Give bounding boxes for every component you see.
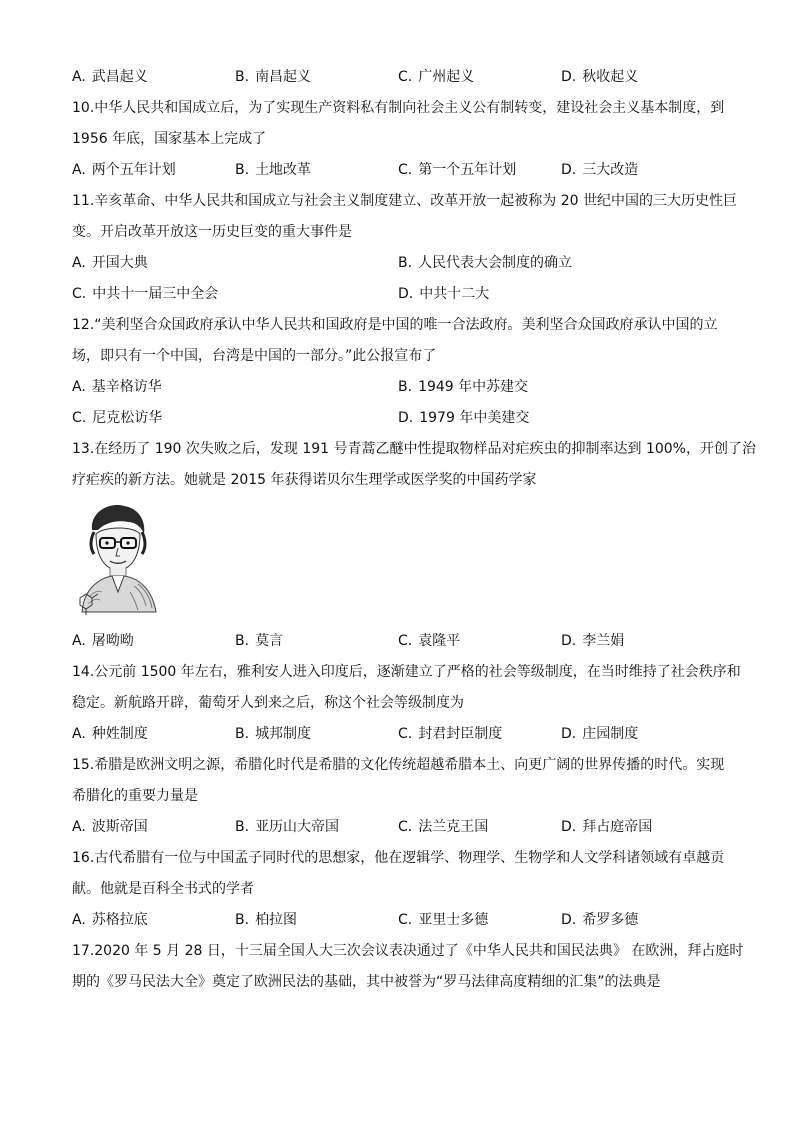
q10-options: [72, 155, 724, 186]
q13-stem-line-2: 疗疟疾的新方法。她就是 2015 年获得诺贝尔生理学或医学奖的中国药学家: [72, 472, 537, 488]
q15-options: [72, 812, 724, 843]
q12-option-d[interactable]: D. 1979 年中美建交: [398, 410, 530, 426]
q10-stem-line-2: 1956 年底，国家基本上完成了: [72, 131, 267, 147]
q9-options: [72, 62, 724, 93]
q17-stem-line-1: 17.2020 年 5 月 28 日，十三届全国人大三次会议表决通过了《中华人民共和国民法典》 在欧洲，拜占庭时: [72, 943, 744, 959]
q14-option-c[interactable]: C. 封君封臣制度: [398, 726, 503, 742]
q10-option-c[interactable]: C. 第一个五年计划: [398, 162, 517, 178]
q12-stem-line-1: 12.“美利坚合众国政府承认中华人民共和国政府是中国的唯一合法政府。美利坚合众国政府承认中国的立: [72, 317, 718, 333]
q13-option-d[interactable]: D. 李兰娟: [561, 633, 625, 649]
q14-stem-line-2: 稳定。新航路开辟，葡萄牙人到来之后，称这个社会等级制度为: [72, 695, 464, 711]
q15-option-b[interactable]: B. 亚历山大帝国: [235, 819, 340, 835]
q12-option-b[interactable]: B. 1949 年中苏建交: [398, 379, 529, 395]
q9-option-d[interactable]: D. 秋收起义: [561, 69, 639, 85]
q13-option-c[interactable]: C. 袁隆平: [398, 633, 461, 649]
q14-option-d[interactable]: D. 庄园制度: [561, 726, 639, 742]
q12-stem-line-2: 场，即只有一个中国，台湾是中国的一部分。”此公报宣布了: [72, 348, 437, 364]
q14-option-b[interactable]: B. 城邦制度: [235, 726, 312, 742]
q14-option-a[interactable]: A. 种姓制度: [72, 726, 148, 742]
q10-option-b[interactable]: B. 土地改革: [235, 162, 312, 178]
q10-option-a[interactable]: A. 两个五年计划: [72, 162, 176, 178]
q9-option-c[interactable]: C. 广州起义: [398, 69, 475, 85]
q12-options-row-2: [72, 403, 724, 434]
q9-option-b[interactable]: B. 南昌起义: [235, 69, 312, 85]
portrait-sketch-image: [72, 500, 164, 616]
exam-page: [72, 62, 756, 998]
q13-option-b[interactable]: B. 莫言: [235, 633, 284, 649]
q15-stem-line-1: 15.希腊是欧洲文明之源，希腊化时代是希腊的文化传统超越希腊本土、向更广阔的世界传播的时代。实现: [72, 757, 725, 773]
q12-option-c[interactable]: C. 尼克松访华: [72, 410, 163, 426]
q14-stem-line-1: 14.公元前 1500 年左右，雅利安人进入印度后，逐渐建立了严格的社会等级制度，在当时维持了社会秩序和: [72, 664, 741, 680]
q11-option-c[interactable]: C. 中共十一届三中全会: [72, 286, 219, 302]
portrait-figure: [72, 496, 724, 626]
q16-options: [72, 905, 724, 936]
q11-option-a[interactable]: A. 开国大典: [72, 255, 148, 271]
q13-stem-line-1: 13.在经历了 190 次失败之后，发现 191 号青蒿乙醚中性提取物样品对疟疾虫的抑制率达到 100%，开创了治: [72, 441, 756, 457]
q16-option-c[interactable]: C. 亚里士多德: [398, 912, 489, 928]
q10-stem-line-1: 10.中华人民共和国成立后，为了实现生产资料私有制向社会主义公有制转变，建设社会主义基本制度，到: [72, 100, 725, 116]
q16-option-a[interactable]: A. 苏格拉底: [72, 912, 148, 928]
q11-stem-line-2: 变。开启改革开放这一历史巨变的重大事件是: [72, 224, 352, 240]
q11-options-row-2: [72, 279, 724, 310]
q16-stem-line-1: 16.古代希腊有一位与中国孟子同时代的思想家，他在逻辑学、物理学、生物学和人文学科诸领域有卓越贡: [72, 850, 725, 866]
q14-options: [72, 719, 724, 750]
q15-option-c[interactable]: C. 法兰克王国: [398, 819, 489, 835]
q13-option-a[interactable]: A. 屠呦呦: [72, 633, 134, 649]
q13-options: [72, 626, 724, 657]
q9-option-a[interactable]: A. 武昌起义: [72, 69, 148, 85]
q17-stem-line-2: 期的《罗马民法大全》奠定了欧洲民法的基础，其中被誉为“罗马法律高度精细的汇集”的法典是: [72, 974, 661, 990]
q11-option-b[interactable]: B. 人民代表大会制度的确立: [398, 255, 573, 271]
q15-stem-line-2: 希腊化的重要力量是: [72, 788, 198, 804]
q12-option-a[interactable]: A. 基辛格访华: [72, 379, 162, 395]
q16-option-b[interactable]: B. 柏拉图: [235, 912, 298, 928]
q16-option-d[interactable]: D. 希罗多德: [561, 912, 639, 928]
q15-option-a[interactable]: A. 波斯帝国: [72, 819, 148, 835]
q16-stem-line-2: 献。他就是百科全书式的学者: [72, 881, 254, 897]
q11-stem-line-1: 11.辛亥革命、中华人民共和国成立与社会主义制度建立、改革开放一起被称为 20 世纪中国的三大历史性巨: [72, 193, 737, 209]
q11-option-d[interactable]: D. 中共十二大: [398, 286, 490, 302]
q11-options-row-1: [72, 248, 724, 279]
q12-options-row-1: [72, 372, 724, 403]
q15-option-d[interactable]: D. 拜占庭帝国: [561, 819, 653, 835]
q10-option-d[interactable]: D. 三大改造: [561, 162, 639, 178]
